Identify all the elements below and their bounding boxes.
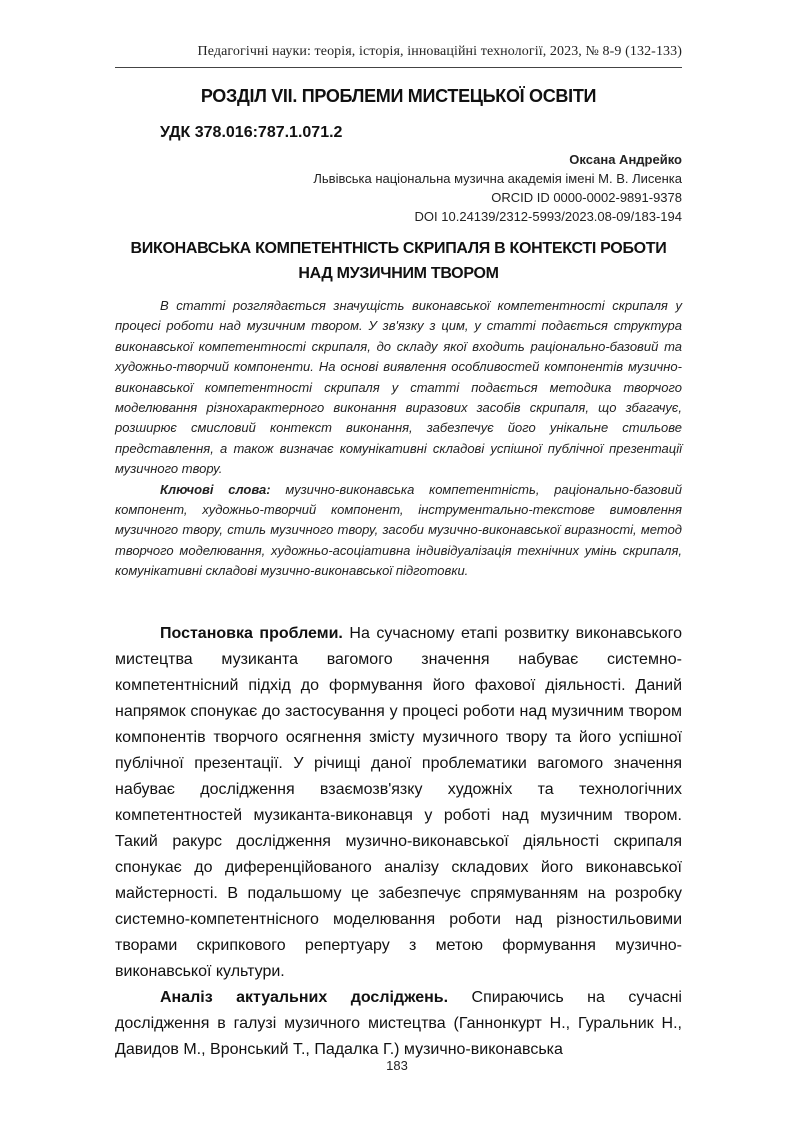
research-analysis-heading: Аналіз актуальних досліджень. [160, 989, 449, 1006]
keywords-label: Ключові слова: [160, 481, 271, 497]
article-doi: DOI 10.24139/2312-5993/2023.08-09/183-194 [414, 209, 682, 224]
page-number: 183 [386, 1058, 408, 1073]
article-title [115, 236, 682, 286]
udc-code: УДК 378.016:787.1.071.2 [160, 124, 343, 141]
abstract-text: В статті розглядається значущість виконавської компетентності скрипаля у процесі роботи над музичним твором. У зв'язку з цим, у статті подається структура виконавської компетентності скрипаля, до складу якої входить раціонально-базовий та художньо-творчий компоненти. На основі виявлення особливостей компонентів музично-виконавської компетентності скрипаля у статті подається методика творчого моделювання різнохарактерного виконання виразових засобів скрипаля, що збагачує, розширює смисловий контекст виконання, забезпечує його унікальне стильове представлення, а також визначає комунікативні складові успішної публічної презентації музичного твору. [115, 298, 682, 477]
problem-statement-text: На сучасному етапі розвитку виконавського мистецтва музиканта вагомого значення набуває системно-компетентнісний підхід до формування його фахової діяльності. Даний напрямок спонукає до застосування у процесі роботи над музичним твором компонентів творчого осягнення змісту музичного твору та його успішної публічної презентації. У річищі даної проблематики вагомого значення набуває дослідження взаємозв'язку художніх та технологічних компетентностей музиканта-виконавця у роботі над музичним твором. Такий ракурс дослідження музично-виконавської діяльності скрипаля спонукає до диференційованого аналізу складових його виконавської майстерності. В подальшому це забезпечує спрямуванням на розробку системно-компетентнісного моделювання роботи над різностильовими творами скрипкового репертуару з метою формування музично-виконавської культури. [115, 625, 682, 980]
article-title-line-1: ВИКОНАВСЬКА КОМПЕТЕНТНІСТЬ СКРИПАЛЯ В КОНТЕКСТІ РОБОТИ [130, 240, 667, 257]
running-header: Педагогічні науки: теорія, історія, інноваційні технології, 2023, № 8-9 (132-133) [197, 44, 682, 59]
problem-statement-heading: Постановка проблеми. [160, 625, 343, 642]
article-body [115, 621, 682, 1063]
abstract [115, 296, 682, 582]
research-analysis-paragraph [115, 985, 682, 1063]
author-block [200, 150, 682, 226]
author-name: Оксана Андрейко [569, 152, 682, 167]
keywords-text: музично-виконавська компетентність, раціонально-базовий компонент, художньо-творчий компонент, інструментально-текстове вимовлення музичного твору, стиль музичного твору, засоби музично-виконавської виразності, метод творчого моделювання, художньо-асоціативна індивідуалізація технічних умінь скрипаля, комунікативні складові музично-виконавської підготовки. [115, 481, 682, 579]
keywords-paragraph [115, 480, 682, 582]
author-orcid: ORCID ID 0000-0002-9891-9378 [491, 190, 682, 205]
author-affiliation: Львівська національна музична академія імені М. В. Лисенка [313, 171, 682, 186]
problem-statement-paragraph [115, 621, 682, 985]
research-analysis-text: Спираючись на сучасні дослідження в галузі музичного мистецтва (Ганнонкурт Н., Гуральник Н., Давидов М., Вронський Т., Падалка Г.) музично-виконавська [115, 989, 682, 1058]
article-title-line-2: НАД МУЗИЧНИМ ТВОРОМ [298, 265, 499, 282]
header-rule [115, 67, 682, 68]
section-title: РОЗДІЛ VII. ПРОБЛЕМИ МИСТЕЦЬКОЇ ОСВІТИ [200, 86, 597, 106]
